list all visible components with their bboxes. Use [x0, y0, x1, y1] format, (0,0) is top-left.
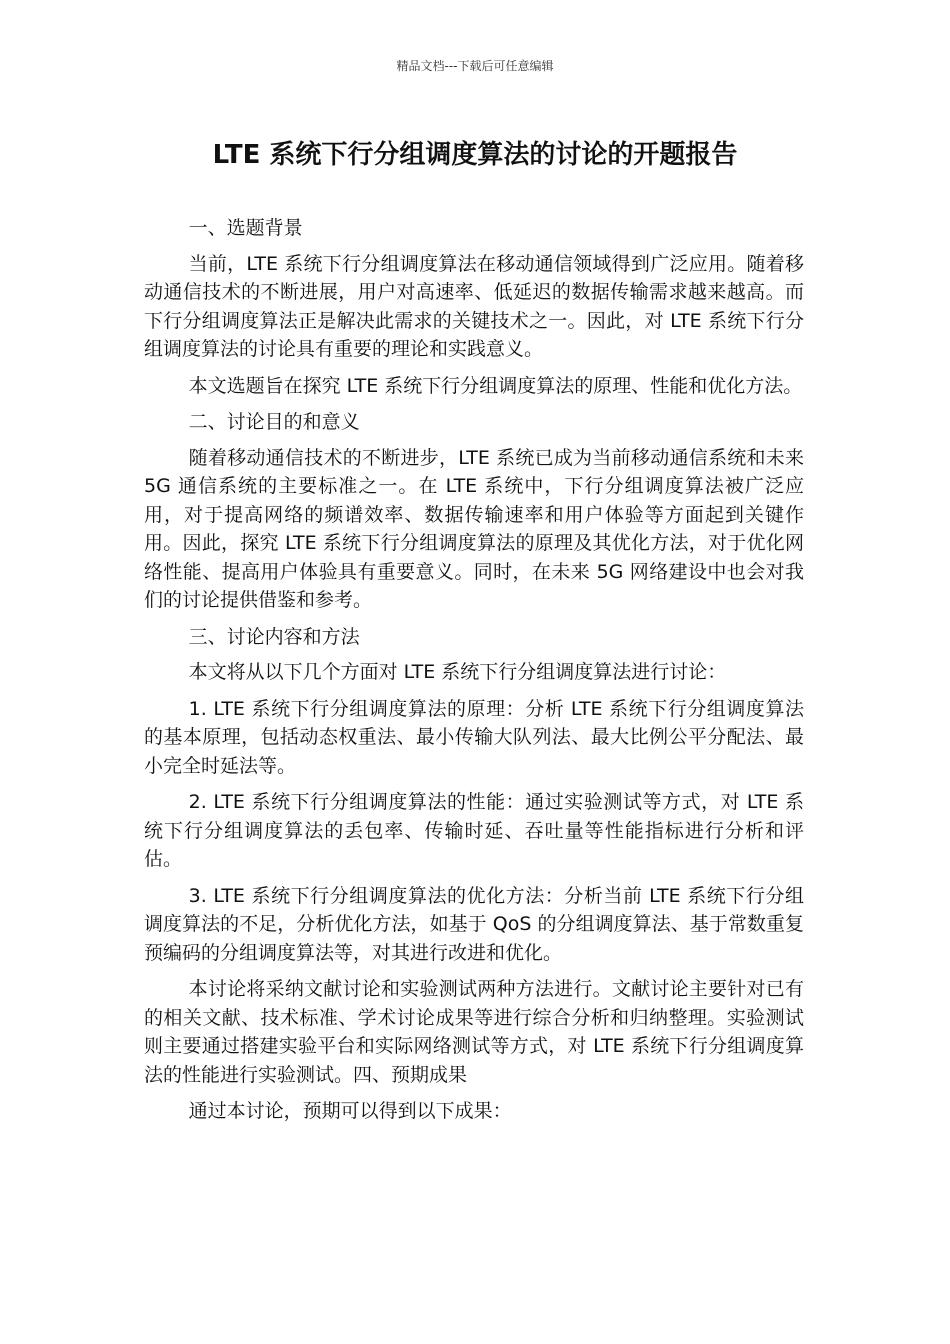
section-heading-methods: 三、讨论内容和方法	[188, 625, 360, 648]
paragraph-expected-results: 通过本讨论，预期可以得到以下成果：	[188, 1100, 512, 1122]
paragraph-methods-intro: 本文将从以下几个方面对 LTE 系统下行分组调度算法进行讨论：	[188, 661, 727, 683]
paragraph-item-principle: 1. LTE 系统下行分组调度算法的原理：分析 LTE 系统下行分组调度算法的基本原理，包括动态权重法、最小传输大队列法、最大比例公平分配法、最小完全时延法等。	[144, 697, 804, 777]
section-heading-purpose: 二、讨论目的和意义	[188, 411, 360, 433]
paragraph-item-performance: 2. LTE 系统下行分组调度算法的性能：通过实验测试等方式，对 LTE 系统下行分组调度算法的丢包率、传输时延、吞吐量等性能指标进行分析和评估。	[144, 791, 804, 870]
paragraph-significance: 随着移动通信技术的不断进步，LTE 系统已成为当前移动通信系统和未来 5G 通信系统的主要标准之一。在 LTE 系统中，下行分组调度算法被广泛应用，对于提高网络的频谱效率、数据传输速率和用户体验等方面起到关键作用。因此，探究 LTE 系统下行分组调度算法的原理及其优化方法，对于优化网络性能、提高用户体验具有重要意义。同时，在未来 5G 网络建设中也会对我们的讨论提供借鉴和参考。	[144, 446, 804, 611]
paragraph-topic-purpose: 本文选题旨在探究 LTE 系统下行分组调度算法的原理、性能和优化方法。	[188, 374, 803, 397]
paragraph-item-optimization: 3. LTE 系统下行分组调度算法的优化方法：分析当前 LTE 系统下行分组调度算法的不足，分析优化方法，如基于 QoS 的分组调度算法、基于常数重复预编码的分组调度算法等，对其进行改进和优化。	[144, 884, 804, 964]
page-header: 精品文档---下载后可任意编辑	[396, 59, 554, 73]
paragraph-background: 当前，LTE 系统下行分组调度算法在移动通信领域得到广泛应用。随着移动通信技术的不断进展，用户对高速率、低延迟的数据传输需求越来越高。而下行分组调度算法正是解决此需求的关键技术之一。因此，对 LTE 系统下行分组调度算法的讨论具有重要的理论和实践意义。	[144, 252, 804, 360]
document-title: LTE 系统下行分组调度算法的讨论的开题报告	[212, 140, 738, 170]
paragraph-research-methods: 本讨论将采纳文献讨论和实验测试两种方法进行。文献讨论主要针对已有的相关文献、技术标准、学术讨论成果等进行综合分析和归纳整理。实验测试则主要通过搭建实验平台和实际网络测试等方式，对 LTE 系统下行分组调度算法的性能进行实验测试。四、预期成果	[144, 978, 804, 1086]
section-heading-background: 一、选题背景	[188, 217, 303, 239]
document-body	[144, 214, 804, 1134]
